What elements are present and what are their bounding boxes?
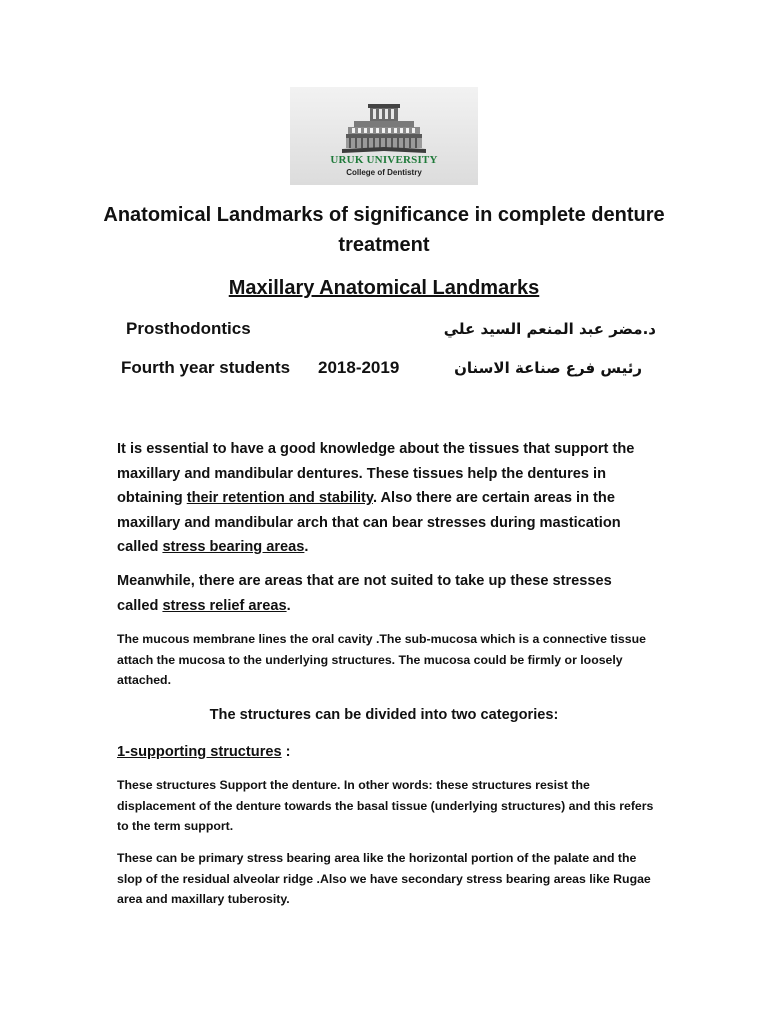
year-label: 2018-2019 — [318, 358, 400, 377]
students-label: Fourth year students — [121, 358, 291, 377]
position-arabic: رئيس فرع صناعة الاسنان — [454, 359, 642, 377]
college-name: College of Dentistry — [346, 168, 422, 177]
subtitle-text: Maxillary Anatomical Landmarks — [228, 277, 540, 299]
author-arabic: د.مضر عبد المنعم السيد علي — [443, 320, 656, 338]
paragraph-intro: It is essential to have a good knowledge about the tissues that support the maxillary and mandibular dentures. These tissues help the dentures in obtaining their retention and stability. Also there are certain areas in the maxillary and mandibular arch that can bear stresses during mastication called stress bearing areas. — [117, 441, 635, 555]
paragraph-support: These structures Support the denture. In other words: these structures resist the displacement of the denture towards the basal tissue (underlying structures) and this refers to the term support. — [117, 778, 654, 834]
retention-stability-text: their retention and stability — [186, 490, 373, 506]
paragraph-relief: Meanwhile, there are areas that are not suited to take up these stresses called stress relief areas. — [117, 573, 612, 614]
building-icon — [290, 87, 478, 157]
page-subtitle — [80, 274, 688, 302]
university-name: URUK UNIVERSITY — [330, 154, 438, 166]
page-title: Anatomical Landmarks of significance in complete denture treatment — [103, 204, 665, 256]
stress-relief-text: stress relief areas — [162, 597, 287, 614]
section-1-label: 1-supporting structures — [117, 744, 282, 760]
subject-label: Prosthodontics — [126, 319, 251, 338]
section-1-title: 1-supporting structures : — [117, 744, 291, 760]
university-logo — [290, 87, 478, 185]
paragraph-mucosa: The mucous membrane lines the oral cavity .The sub-mucosa which is a connective tissue attach the mucosa to the underlying structures. The mucosa could be firmly or loosely attached. — [117, 632, 646, 688]
stress-bearing-text: stress bearing areas — [162, 539, 305, 555]
paragraph-stress-areas: These can be primary stress bearing area like the horizontal portion of the palate and the slop of the residual alveolar ridge .Also we have secondary stress bearing areas like Rugae area and maxillary tuberosity. — [117, 851, 651, 907]
section-heading: The structures can be divided into two categories: — [209, 707, 559, 723]
